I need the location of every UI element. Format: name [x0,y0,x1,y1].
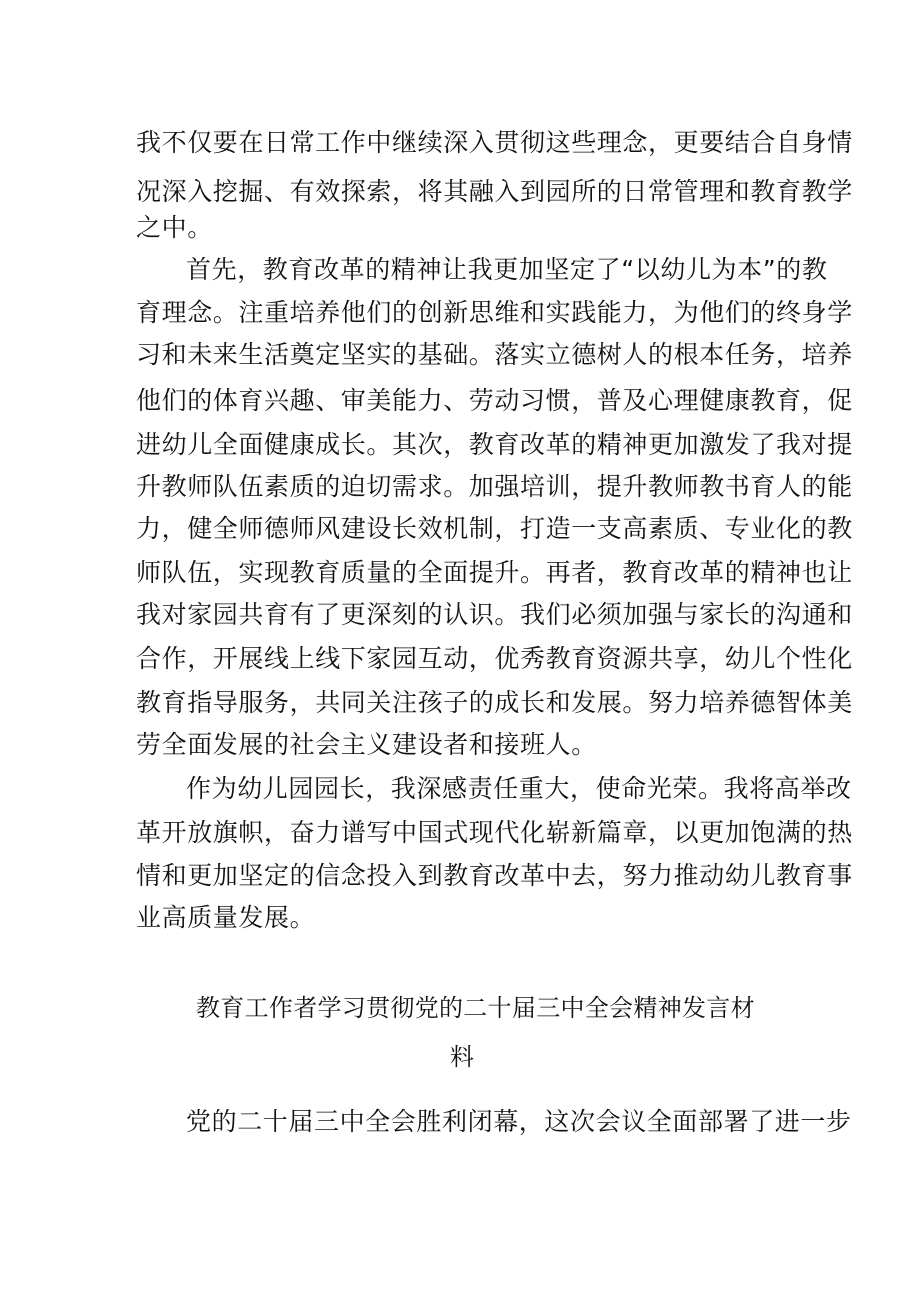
text-line: 革开放旗帜，奋力谱写中国式现代化崭新篇章，以更加饱满的热 [136,818,853,847]
text-line: 况深入挖掘、有效探索，将其融入到园所的日常管理和教育教学 [136,177,853,206]
text-line: 升教师队伍素质的迫切需求。加强培训，提升教师教书育人的能 [136,472,853,501]
text-line: 业高质量发展。 [136,903,316,932]
text-line: 教育指导服务，共同关注孩子的成长和发展。努力培养德智体美 [136,688,853,717]
text-line: 他们的体育兴趣、审美能力、劳动习惯，普及心理健康教育，促 [136,386,853,415]
text-line: 情和更加坚定的信念投入到教育改革中去，努力推动幼儿教育事 [136,861,853,890]
text-line: 育理念。注重培养他们的创新思维和实践能力，为他们的终身学 [136,298,853,327]
text-line: 师队伍，实现教育质量的全面提升。再者，教育改革的精神也让 [136,558,853,587]
text-line: 力，健全师德师风建设长效机制，打造一支高素质、专业化的教 [136,514,853,543]
text-line: 我不仅要在日常工作中继续深入贯彻这些理念，更要结合自身情 [136,128,853,157]
text-line: 进幼儿全面健康成长。其次，教育改革的精神更加激发了我对提 [136,430,853,459]
text-line: 合作，开展线上线下家园互动，优秀教育资源共享，幼儿个性化 [136,644,853,673]
text-line: 之中。 [136,213,213,242]
text-line: 我对家园共育有了更深刻的认识。我们必须加强与家长的沟通和 [136,600,853,629]
text-line: 作为幼儿园园长，我深感责任重大，使命光荣。我将高举改 [186,774,852,803]
title-line: 料 [450,1043,475,1071]
text-line: 劳全面发展的社会主义建设者和接班人。 [136,730,597,759]
text-line: 习和未来生活奠定坚实的基础。落实立德树人的根本任务，培养 [136,340,853,369]
text-line: 党的二十届三中全会胜利闭幕，这次会议全面部署了进一步 [186,1107,852,1136]
title-line: 教育工作者学习贯彻党的二十届三中全会精神发言材 [196,994,755,1022]
text-line: 首先，教育改革的精神让我更加坚定了“以幼儿为本”的教 [186,255,828,284]
